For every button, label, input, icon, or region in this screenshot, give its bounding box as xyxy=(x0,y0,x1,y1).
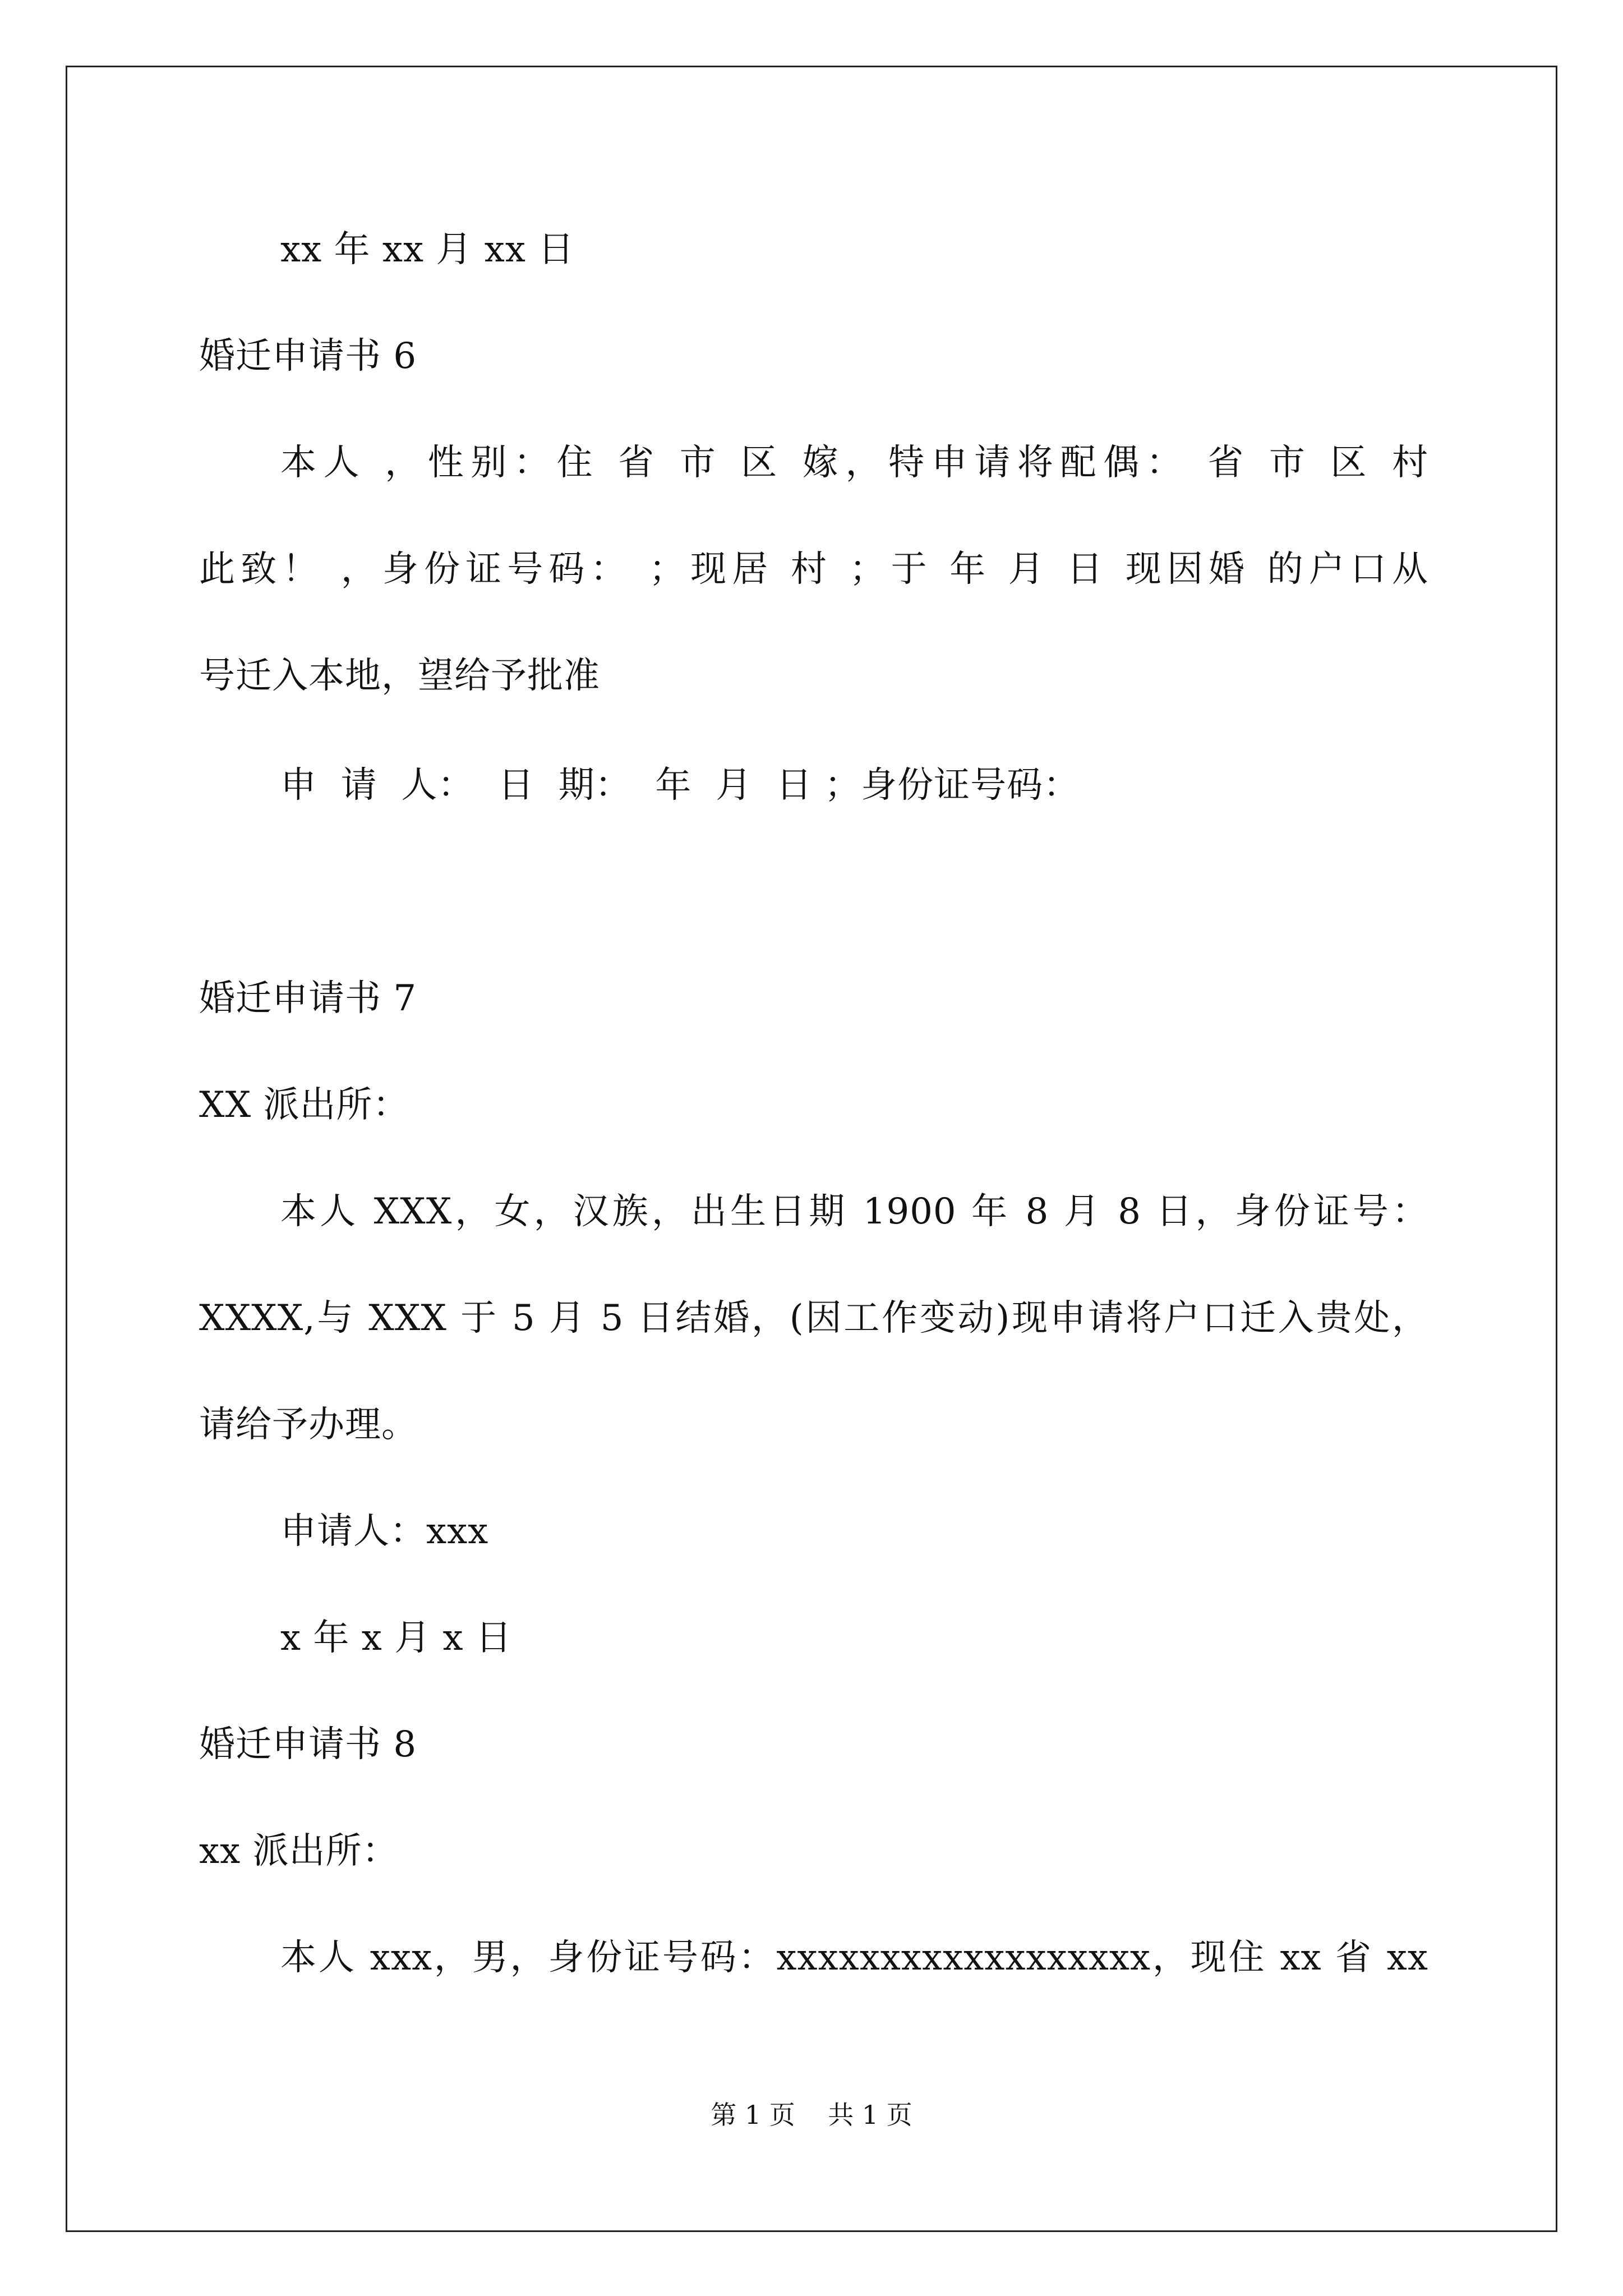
recipient-line: XX 派出所： xyxy=(199,1084,409,1126)
date-line: x 年 x 月 x 日 xyxy=(280,1617,512,1659)
paragraph-line: 此致！ ，身份证号码： ；现居 村 ；于 年 月 日 现因婚 的户口从 xyxy=(199,549,1428,590)
paragraph-line: XXXX,与 XXX 于 5 月 5 日结婚，(因工作变动)现申请将户口迁入贵处， xyxy=(199,1297,1428,1339)
paragraph-line: 本人 xxx，男，身份证号码：xxxxxxxxxxxxxxxxxx，现住 xx 省 xx xyxy=(280,1937,1428,1978)
paragraph-line: 号迁入本地，望给予批准 xyxy=(199,655,600,697)
recipient-line: xx 派出所： xyxy=(199,1830,399,1872)
page-footer: 第 1 页 共 1 页 xyxy=(711,2100,912,2130)
section-heading-8: 婚迁申请书 8 xyxy=(199,1724,417,1765)
date-line-top: xx 年 xx 月 xx 日 xyxy=(280,229,575,270)
section-heading-7: 婚迁申请书 7 xyxy=(199,978,417,1019)
applicant-line: 申请人：xxx xyxy=(280,1511,489,1552)
paragraph-line: 本人 XXX，女，汉族，出生日期 1900 年 8 月 8 日，身份证号： xyxy=(280,1191,1428,1232)
paragraph-line: 本人 ，性别：住 省 市 区 嫁，特申请将配偶： 省 市 区 村 xyxy=(280,442,1428,484)
section-heading-6: 婚迁申请书 6 xyxy=(199,335,417,377)
paragraph-line: 请给予办理。 xyxy=(199,1404,418,1446)
page-border xyxy=(66,66,1557,2232)
signature-line: 申 请 人： 日 期： 年 月 日 ；身份证号码： xyxy=(280,765,1080,806)
